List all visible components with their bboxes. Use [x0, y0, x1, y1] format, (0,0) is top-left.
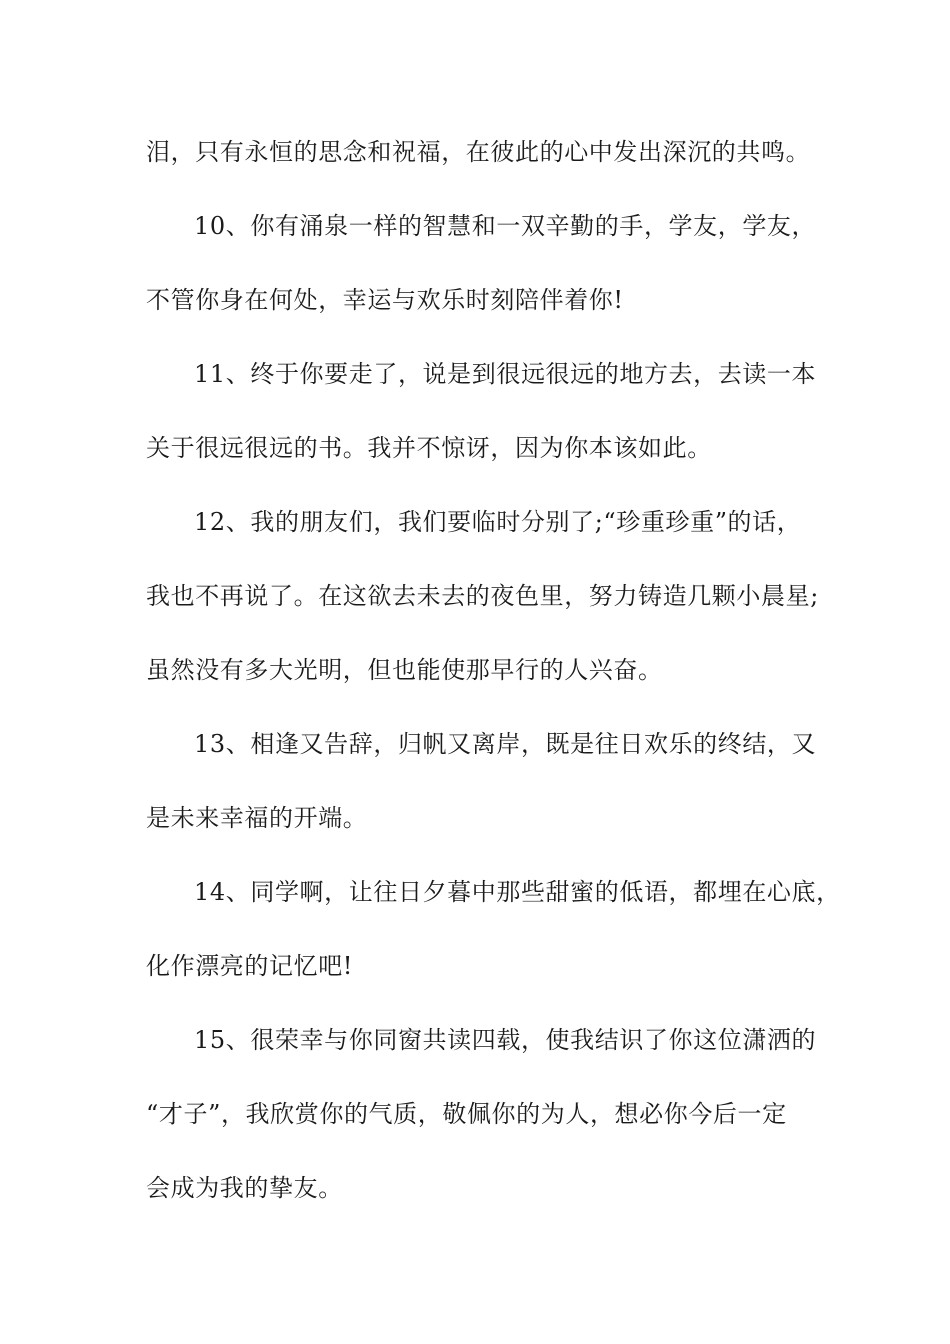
text-line: 化作漂亮的记忆吧! [146, 952, 354, 980]
text-line: 10、你有涌泉一样的智慧和一双辛勤的手，学友，学友， [194, 212, 817, 240]
text-line: 15、很荣幸与你同窗共读四载，使我结识了你这位潇洒的 [194, 1026, 817, 1054]
text-line: “才子”，我欣赏你的气质，敬佩你的为人，想必你今后一定 [146, 1100, 787, 1128]
text-line: 关于很远很远的书。我并不惊讶，因为你本该如此。 [146, 434, 712, 462]
text-line: 11、终于你要走了，说是到很远很远的地方去，去读一本 [194, 360, 817, 388]
text-line: 14、同学啊，让往日夕暮中那些甜蜜的低语，都埋在心底， [194, 878, 841, 906]
text-line: 13、相逢又告辞，归帆又离岸，既是往日欢乐的终结，又 [194, 730, 817, 758]
text-line: 12、我的朋友们，我们要临时分别了;“珍重珍重”的话， [194, 508, 802, 536]
text-line: 虽然没有多大光明，但也能使那早行的人兴奋。 [146, 656, 663, 684]
text-line: 我也不再说了。在这欲去未去的夜色里，努力铸造几颗小晨星; [146, 582, 819, 610]
document-body [146, 128, 841, 1238]
text-line: 泪，只有永恒的思念和祝福，在彼此的心中发出深沉的共鸣。 [146, 138, 811, 166]
text-line: 是未来幸福的开端。 [146, 804, 368, 832]
text-line: 不管你身在何处，幸运与欢乐时刻陪伴着你! [146, 286, 624, 314]
text-line: 会成为我的挚友。 [146, 1174, 343, 1202]
